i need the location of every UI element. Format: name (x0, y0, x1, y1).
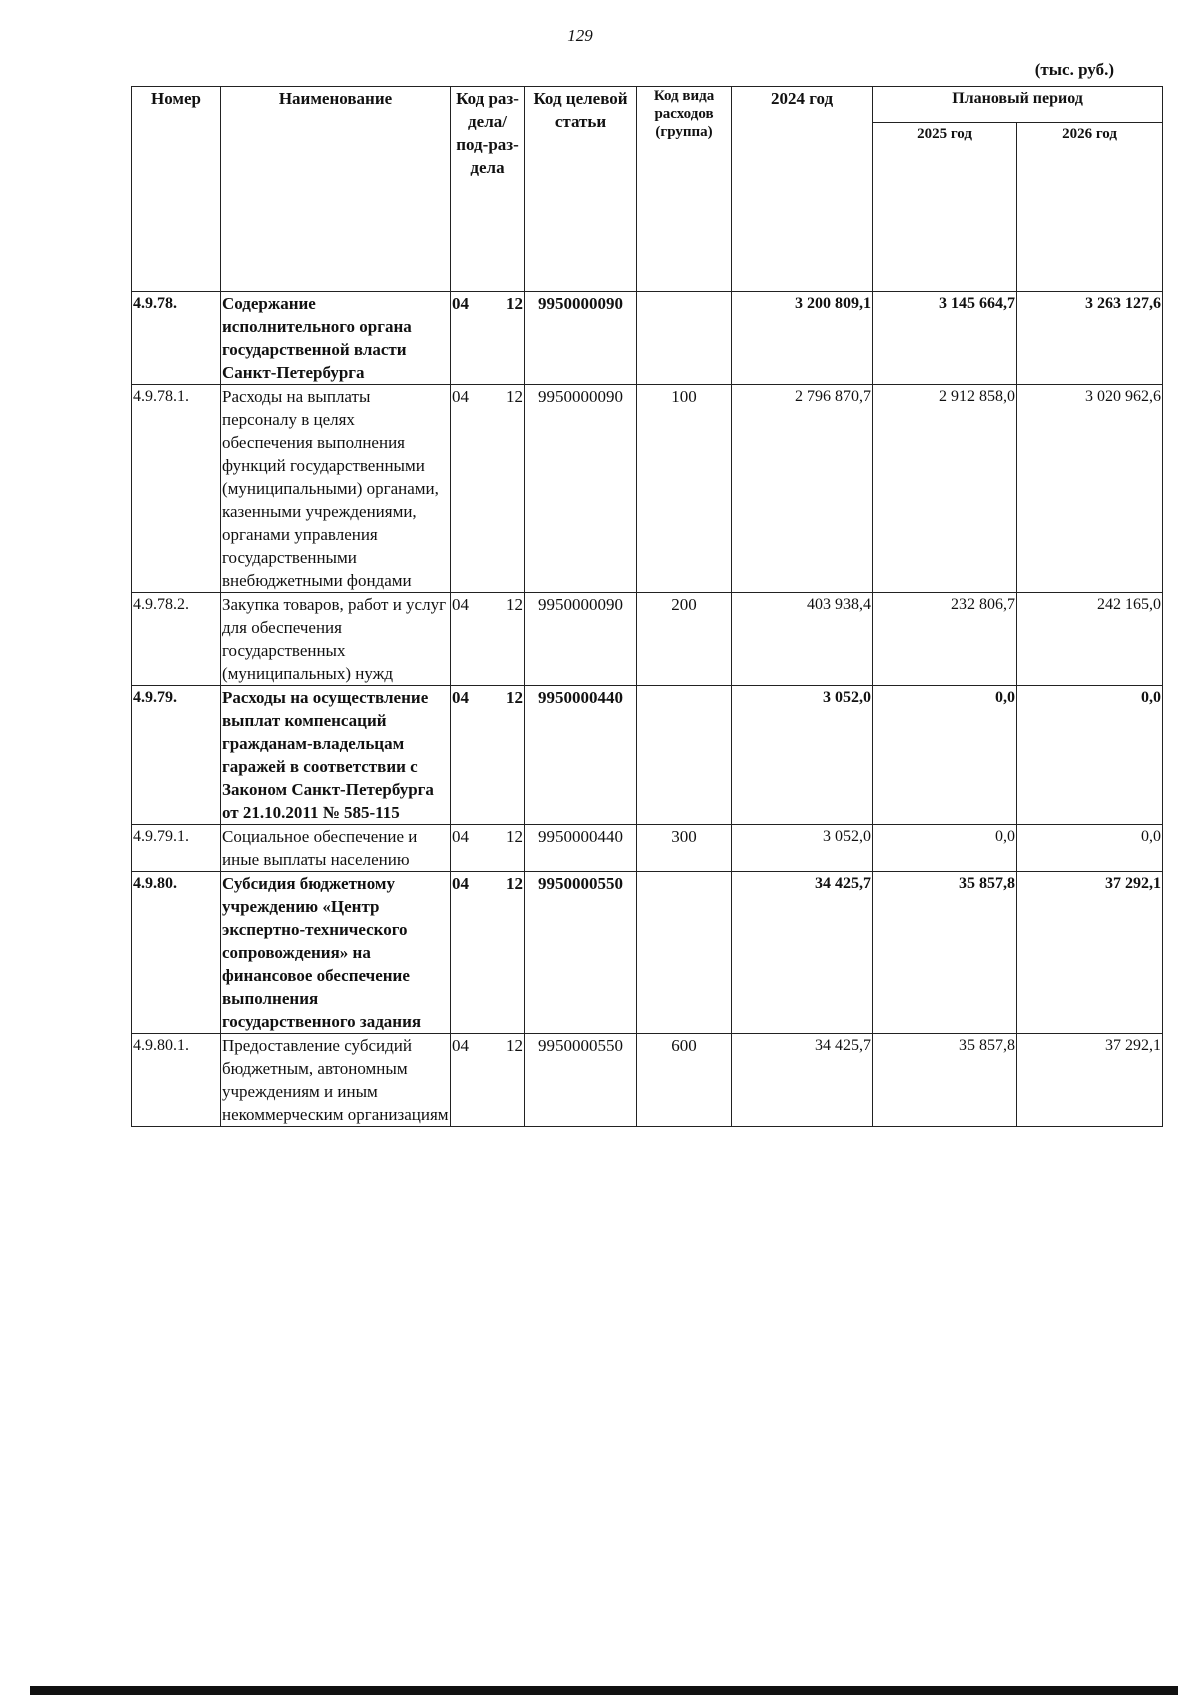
row-2024: 3 052,0 (732, 686, 873, 825)
row-2026: 0,0 (1017, 686, 1163, 825)
row-type: 200 (637, 593, 732, 686)
row-target: 9950000550 (525, 872, 637, 1034)
row-target: 9950000090 (525, 385, 637, 593)
table-row (132, 385, 1163, 593)
row-2026: 3 020 962,6 (1017, 385, 1163, 593)
row-name: Расходы на осуществление выплат компенсаций гражданам-владельцам гаражей в соответствии с Законом Санкт-Петербурга от 21.10.2011 № 585-115 (221, 686, 451, 825)
header-row (132, 87, 1163, 123)
row-number: 4.9.79.1. (132, 825, 221, 872)
row-subsection: 12 (473, 385, 525, 593)
row-section: 04 (451, 872, 473, 1034)
row-2025: 0,0 (873, 825, 1017, 872)
row-2024: 34 425,7 (732, 872, 873, 1034)
table-row (132, 686, 1163, 825)
row-section: 04 (451, 292, 473, 385)
header-2025: 2025 год (873, 123, 1017, 292)
row-name: Содержание исполнительного органа государственной власти Санкт-Петербурга (221, 292, 451, 385)
row-2025: 0,0 (873, 686, 1017, 825)
row-2025: 35 857,8 (873, 1034, 1017, 1127)
row-section: 04 (451, 686, 473, 825)
header-number: Номер (132, 87, 221, 292)
row-2026: 3 263 127,6 (1017, 292, 1163, 385)
table-row (132, 1034, 1163, 1127)
row-type (637, 872, 732, 1034)
row-2024: 3 200 809,1 (732, 292, 873, 385)
row-name: Субсидия бюджетному учреждению «Центр экспертно-технического сопровождения» на финансовое обеспечение выполнения государственного задания (221, 872, 451, 1034)
row-target: 9950000440 (525, 686, 637, 825)
row-section: 04 (451, 593, 473, 686)
row-type: 600 (637, 1034, 732, 1127)
table-row (132, 292, 1163, 385)
row-target: 9950000090 (525, 292, 637, 385)
row-target: 9950000550 (525, 1034, 637, 1127)
row-type (637, 686, 732, 825)
row-2024: 403 938,4 (732, 593, 873, 686)
header-target: Код целевой статьи (525, 87, 637, 292)
row-number: 4.9.78.1. (132, 385, 221, 593)
row-name: Социальное обеспечение и иные выплаты населению (221, 825, 451, 872)
table-row (132, 825, 1163, 872)
row-number: 4.9.78. (132, 292, 221, 385)
row-2026: 0,0 (1017, 825, 1163, 872)
row-subsection: 12 (473, 686, 525, 825)
header-name: Наименование (221, 87, 451, 292)
row-number: 4.9.78.2. (132, 593, 221, 686)
row-2026: 37 292,1 (1017, 872, 1163, 1034)
table-row (132, 872, 1163, 1034)
units-label: (тыс. руб.) (1034, 60, 1114, 79)
row-target: 9950000440 (525, 825, 637, 872)
row-subsection: 12 (473, 825, 525, 872)
header-2024: 2024 год (732, 87, 873, 292)
scan-edge-bar (30, 1686, 1178, 1695)
row-2025: 35 857,8 (873, 872, 1017, 1034)
header-expense-type: Код вида расходов (группа) (637, 87, 732, 292)
table-row (132, 593, 1163, 686)
row-number: 4.9.79. (132, 686, 221, 825)
row-2026: 37 292,1 (1017, 1034, 1163, 1127)
row-type: 100 (637, 385, 732, 593)
row-name: Расходы на выплаты персоналу в целях обеспечения выполнения функций государственными (муниципальными) органами, казенными учреждениями, органами управления государственными внебюджетными фондами (221, 385, 451, 593)
row-section: 04 (451, 825, 473, 872)
row-2025: 232 806,7 (873, 593, 1017, 686)
budget-table (131, 86, 1163, 1127)
row-subsection: 12 (473, 872, 525, 1034)
row-2025: 3 145 664,7 (873, 292, 1017, 385)
header-section: Код раз-дела/ под-раз-дела (451, 87, 525, 292)
row-2024: 3 052,0 (732, 825, 873, 872)
row-2024: 2 796 870,7 (732, 385, 873, 593)
row-2024: 34 425,7 (732, 1034, 873, 1127)
row-number: 4.9.80.1. (132, 1034, 221, 1127)
row-subsection: 12 (473, 1034, 525, 1127)
row-section: 04 (451, 385, 473, 593)
row-target: 9950000090 (525, 593, 637, 686)
header-2026: 2026 год (1017, 123, 1163, 292)
row-number: 4.9.80. (132, 872, 221, 1034)
row-subsection: 12 (473, 292, 525, 385)
row-type: 300 (637, 825, 732, 872)
row-section: 04 (451, 1034, 473, 1127)
row-2025: 2 912 858,0 (873, 385, 1017, 593)
row-type (637, 292, 732, 385)
row-name: Предоставление субсидий бюджетным, автономным учреждениям и иным некоммерческим организациям (221, 1034, 451, 1127)
row-2026: 242 165,0 (1017, 593, 1163, 686)
header-planned-period: Плановый период (873, 87, 1163, 123)
page-number: 129 (567, 26, 593, 45)
row-subsection: 12 (473, 593, 525, 686)
row-name: Закупка товаров, работ и услуг для обеспечения государственных (муниципальных) нужд (221, 593, 451, 686)
